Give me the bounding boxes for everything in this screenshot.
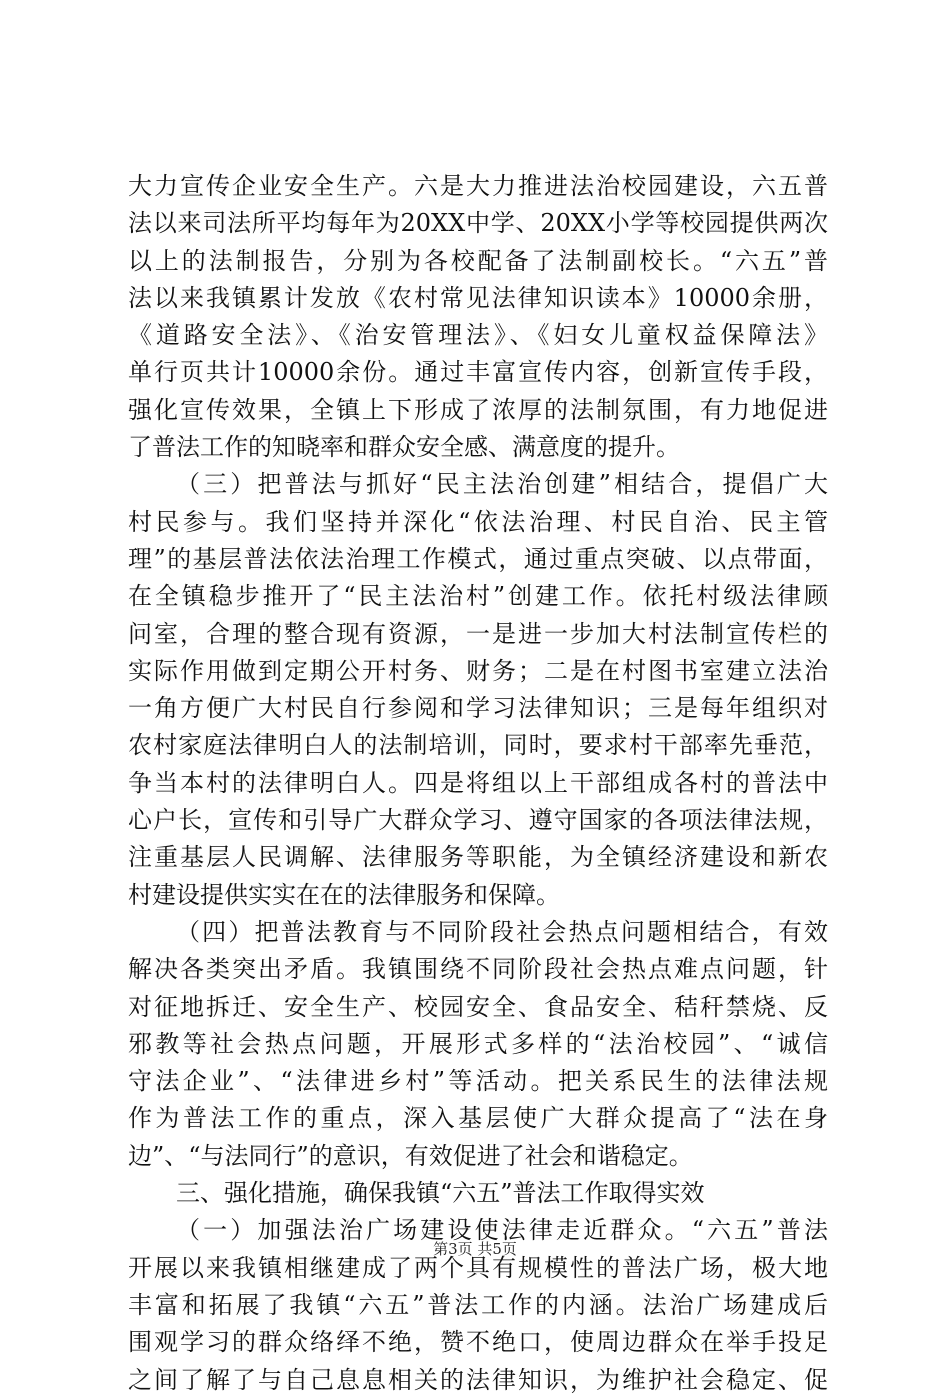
text-line: 强化宣传效果，全镇上下形成了浓厚的法制氛围，有力地促进	[128, 395, 828, 424]
text-line: 农村家庭法律明白人的法制培训，同时，要求村干部率先垂范，	[128, 731, 828, 760]
section-heading: 三、强化措施，确保我镇“六五”普法工作取得实效	[176, 1179, 705, 1208]
text-line: 法以来我镇累计发放《农村常见法律知识读本》10000余册，	[128, 283, 828, 312]
text-line: 开展以来我镇相继建成了两个具有规模性的普法广场，极大地	[128, 1253, 828, 1282]
text-line: 《道路安全法》、《治安管理法》、《妇女儿童权益保障法》	[128, 321, 828, 350]
text-line: 大力宣传企业安全生产。六是大力推进法治校园建设，六五普	[128, 172, 828, 200]
text-line: 法以来司法所平均每年为20XX中学、20XX小学等校园提供两次	[128, 209, 828, 238]
text-line: 心户长，宣传和引导广大群众学习、遵守国家的各项法律法规，	[128, 806, 828, 835]
text-line: 单行页共计10000余份。通过丰富宣传内容，创新宣传手段，	[128, 358, 828, 387]
text-line: 之间了解了与自己息息相关的法律知识，为维护社会稳定、促	[128, 1365, 828, 1394]
text-line: （一）加强法治广场建设使法律走近群众。“六五”普法	[176, 1216, 828, 1245]
text-line: 在全镇稳步推开了“民主法治村”创建工作。依托村级法律顾	[128, 582, 828, 611]
text-line: 邪教等社会热点问题，开展形式多样的“法治校园”、“诚信	[128, 1029, 828, 1058]
text-line: 理”的基层普法依法治理工作模式，通过重点突破、以点带面，	[128, 544, 828, 573]
page-footer: 第3页 共5页	[433, 1240, 517, 1258]
text-line: 村民参与。我们坚持并深化“依法治理、村民自治、民主管	[128, 507, 828, 536]
text-line: 注重基层人民调解、法律服务等职能，为全镇经济建设和新农	[128, 843, 828, 872]
text-line: 对征地拆迁、安全生产、校园安全、食品安全、秸秆禁烧、反	[128, 992, 828, 1021]
text-line: 作为普法工作的重点，深入基层使广大群众提高了“法在身	[128, 1104, 828, 1133]
text-line: 问室，合理的整合现有资源，一是进一步加大村法制宣传栏的	[128, 619, 828, 648]
text-line: 解决各类突出矛盾。我镇围绕不同阶段社会热点难点问题，针	[128, 955, 828, 984]
text-line: 了普法工作的知晓率和群众安全感、满意度的提升。	[128, 433, 680, 462]
text-line: 一角方便广大村民自行参阅和学习法律知识；三是每年组织对	[128, 694, 828, 723]
text-line: 实际作用做到定期公开村务、财务；二是在村图书室建立法治	[128, 656, 828, 685]
text-line: 争当本村的法律明白人。四是将组以上干部组成各村的普法中	[128, 768, 828, 797]
text-line: 丰富和拓展了我镇“六五”普法工作的内涵。法治广场建成后	[128, 1290, 828, 1319]
text-line: （三）把普法与抓好“民主法治创建”相结合，提倡广大	[176, 470, 828, 499]
text-line: （四）把普法教育与不同阶段社会热点问题相结合，有效	[176, 917, 828, 946]
document-body	[128, 168, 828, 1399]
text-line: 以上的法制报告，分别为各校配备了法制副校长。“六五”普	[128, 246, 828, 275]
text-line: 村建设提供实实在在的法律服务和保障。	[128, 880, 560, 909]
text-line: 围观学习的群众络绎不绝，赞不绝口，使周边群众在举手投足	[128, 1328, 828, 1357]
text-line: 边”、“与法同行”的意识，有效促进了社会和谐稳定。	[128, 1141, 693, 1170]
text-line: 守法企业”、“法律进乡村”等活动。把关系民生的法律法规	[128, 1067, 828, 1096]
